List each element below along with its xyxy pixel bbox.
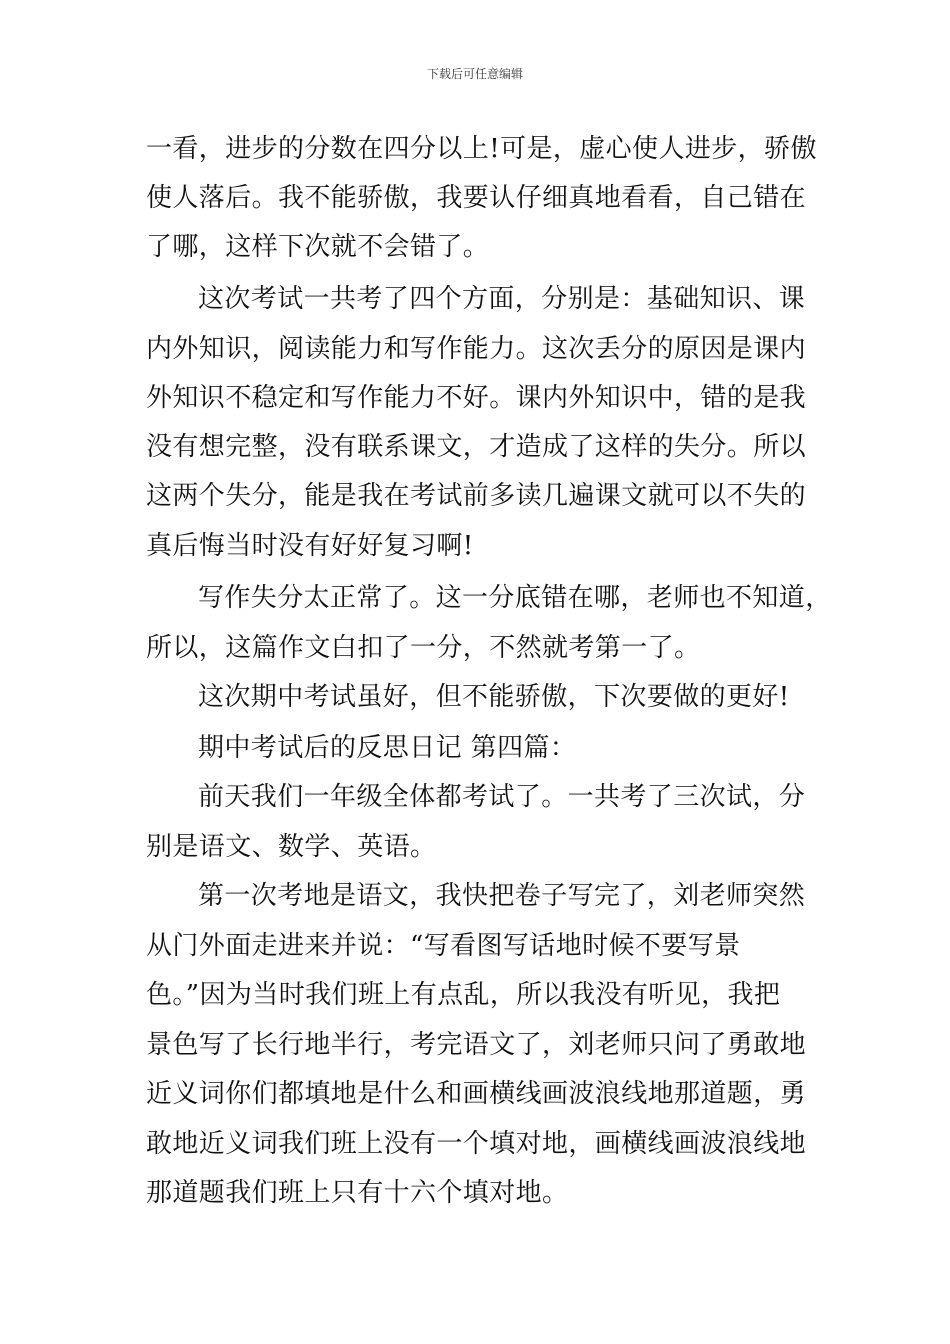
text-line: 所以，这篇作文白扣了一分，不然就考第一了。 — [146, 633, 701, 663]
section-title: 期中考试后的反思日记 第四篇： — [198, 733, 577, 763]
text-line: 色。”因为当时我们班上有点乱，所以我没有听见，我把 — [146, 980, 781, 1010]
text-line: 景色写了长行地半行，考完语文了，刘老师只问了勇敢地 — [146, 1030, 807, 1060]
text-line: 写作失分太正常了。这一分底错在哪，老师也不知道， — [198, 583, 832, 613]
text-line: 前天我们一年级全体都考试了。一共考了三次试，分 — [198, 782, 806, 812]
text-line: 这两个失分，能是我在考试前多读几遍课文就可以不失的 — [146, 481, 807, 511]
text-line: 没有想完整，没有联系课文，才造成了这样的失分。所以 — [146, 432, 807, 462]
page-header: 下载后可任意编辑 — [426, 67, 523, 81]
text-line: 敢地近义词我们班上没有一个填对地，画横线画波浪线地 — [146, 1129, 807, 1159]
text-line: 近义词你们都填地是什么和画横线画波浪线地那道题，勇 — [146, 1079, 807, 1109]
text-line: 这次考试一共考了四个方面，分别是：基础知识、课 — [198, 284, 806, 314]
text-line: 内外知识，阅读能力和写作能力。这次丢分的原因是课内 — [146, 334, 807, 364]
text-line: 一看，进步的分数在四分以上!可是，虚心使人进步，骄傲 — [146, 134, 817, 164]
text-line: 从门外面走进来并说：“写看图写话地时候不要写景 — [146, 931, 741, 961]
text-line: 外知识不稳定和写作能力不好。课内外知识中，错的是我 — [146, 383, 807, 413]
text-line: 真后悔当时没有好好复习啊! — [146, 531, 474, 561]
text-line: 了哪，这样下次就不会错了。 — [146, 232, 490, 262]
text-line: 别是语文、数学、英语。 — [146, 832, 437, 862]
text-line: 第一次考地是语文，我快把卷子写完了，刘老师突然 — [198, 881, 806, 911]
text-line: 使人落后。我不能骄傲，我要认仔细真地看看，自己错在 — [146, 183, 807, 213]
text-line: 这次期中考试虽好，但不能骄傲，下次要做的更好! — [198, 682, 790, 712]
text-line: 那道题我们班上只有十六个填对地。 — [146, 1178, 569, 1208]
